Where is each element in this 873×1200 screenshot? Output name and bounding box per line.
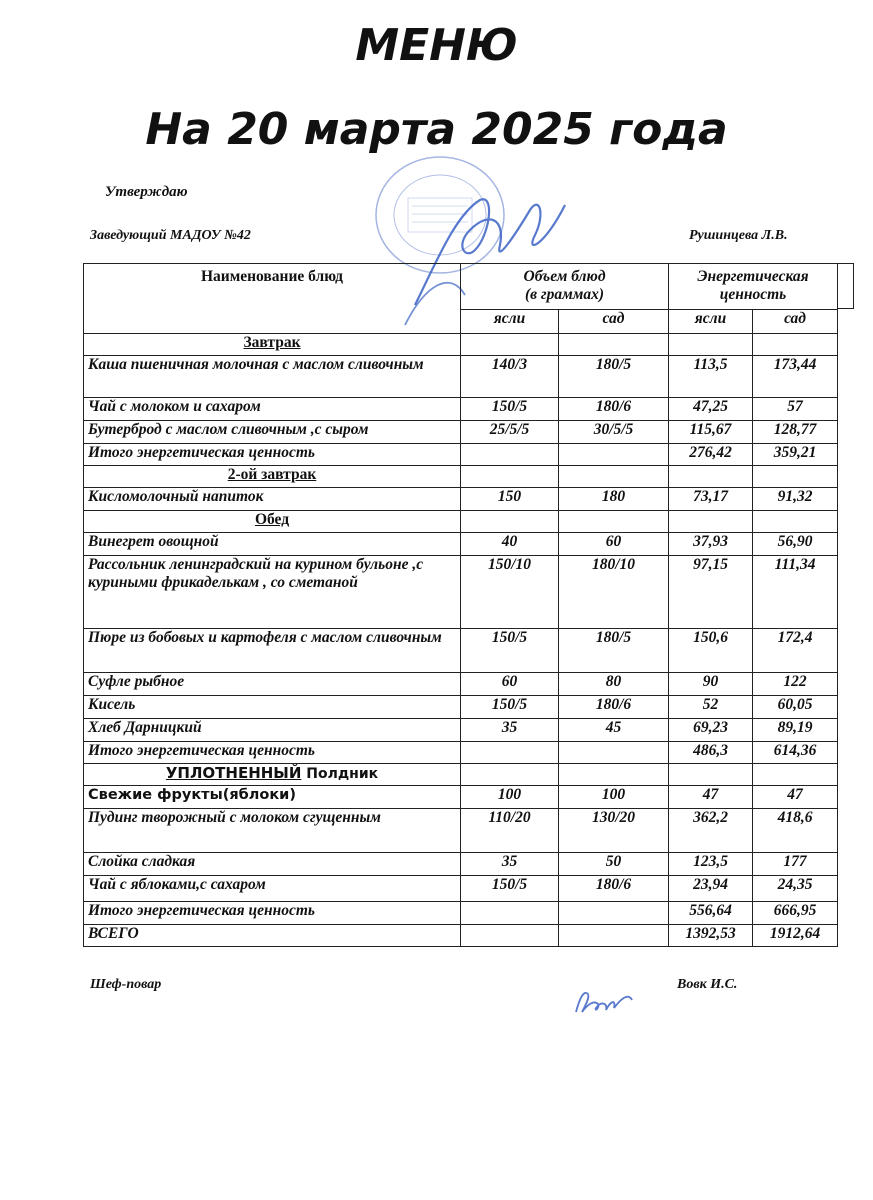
section-snack-bold: УПЛОТНЕННЫЙ [165,764,302,782]
energy-garden: 666,95 [753,902,838,925]
volume-nursery: 100 [461,786,559,809]
energy-garden: 60,05 [753,696,838,719]
document-date: На 20 марта 2025 года [145,104,728,155]
energy-nursery: 1392,53 [669,925,753,947]
energy-nursery: 47,25 [669,398,753,421]
section-row [84,511,838,533]
energy-garden: 56,90 [753,533,838,556]
dish-name: Кисломолочный напиток [84,488,461,511]
volume-nursery: 150 [461,488,559,511]
section-row [84,334,838,356]
dish-name: Каша пшеничная молочная с маслом сливочным [84,356,461,398]
energy-nursery: 73,17 [669,488,753,511]
energy-garden: 24,35 [753,876,838,902]
table-row [84,719,838,742]
volume-garden: 60 [559,533,669,556]
col-volume-label: Объем блюд [523,268,606,285]
energy-garden: 111,34 [753,556,838,629]
dish-name: Хлеб Дарницкий [84,719,461,742]
energy-garden: 177 [753,853,838,876]
table-row [84,533,838,556]
dish-name: Суфле рыбное [84,673,461,696]
sub-energy-nursery: ясли [669,310,753,334]
volume-garden: 50 [559,853,669,876]
energy-nursery: 362,2 [669,809,753,853]
volume-nursery: 150/5 [461,398,559,421]
subtotal-label: Итого энергетическая ценность [84,902,461,925]
energy-garden: 173,44 [753,356,838,398]
subtotal-label: Итого энергетическая ценность [84,742,461,764]
volume-nursery: 35 [461,853,559,876]
volume-nursery: 35 [461,719,559,742]
dish-name: Слойка сладкая [84,853,461,876]
col-volume-unit: (в граммах) [524,286,605,303]
section-row [84,764,838,786]
volume-garden: 180/6 [559,696,669,719]
menu-table [83,263,838,947]
energy-garden: 1912,64 [753,925,838,947]
chef-name: Вовк И.С. [677,977,738,992]
section-lunch: Обед [84,511,461,533]
volume-garden: 180/5 [559,356,669,398]
energy-garden: 172,4 [753,629,838,673]
dish-name: Бутерброд с маслом сливочным ,с сыром [84,421,461,444]
sub-volume-nursery: ясли [461,310,559,334]
table-row [84,786,838,809]
sub-volume-garden: сад [559,310,669,334]
volume-nursery: 150/5 [461,696,559,719]
table-row [84,629,838,673]
chef-signature [570,982,650,1022]
dish-name: Винегрет овощной [84,533,461,556]
table-row [84,809,838,853]
dish-name: Кисель [84,696,461,719]
volume-garden: 30/5/5 [559,421,669,444]
volume-nursery: 110/20 [461,809,559,853]
volume-nursery: 150/5 [461,876,559,902]
volume-garden: 80 [559,673,669,696]
subtotal-row [84,444,838,466]
volume-garden: 45 [559,719,669,742]
volume-nursery: 150/10 [461,556,559,629]
energy-nursery: 97,15 [669,556,753,629]
section-row [84,466,838,488]
total-label: ВСЕГО [84,925,461,947]
energy-garden: 89,19 [753,719,838,742]
volume-nursery: 150/5 [461,629,559,673]
head-position: Заведующий МАДОУ №42 [90,228,251,243]
energy-garden: 359,21 [753,444,838,466]
volume-nursery: 25/5/5 [461,421,559,444]
energy-nursery: 113,5 [669,356,753,398]
subtotal-row [84,742,838,764]
volume-garden: 100 [559,786,669,809]
dish-name: Чай с молоком и сахаром [84,398,461,421]
section-breakfast: Завтрак [84,334,461,356]
table-row [84,556,838,629]
dish-name: Пюре из бобовых и картофеля с маслом сливочным [84,629,461,673]
energy-garden: 614,36 [753,742,838,764]
energy-garden: 122 [753,673,838,696]
section-snack-rest: Полдник [301,766,379,782]
energy-nursery: 37,93 [669,533,753,556]
energy-garden: 57 [753,398,838,421]
energy-garden: 418,6 [753,809,838,853]
dish-name: Рассольник ленинградский на курином бульоне ,с куриными фрикаделькам , со сметаной [84,556,461,629]
section-snack [84,764,461,786]
energy-nursery: 69,23 [669,719,753,742]
dish-name: Пудинг творожный с молоком сгущенным [84,809,461,853]
energy-nursery: 123,5 [669,853,753,876]
header-extra-cell [837,263,854,309]
document-title: МЕНЮ [355,20,518,71]
energy-nursery: 556,64 [669,902,753,925]
energy-nursery: 150,6 [669,629,753,673]
table-row [84,398,838,421]
total-row [84,925,838,947]
volume-garden: 180/6 [559,398,669,421]
energy-nursery: 47 [669,786,753,809]
head-name: Рушинцева Л.В. [689,228,788,243]
volume-nursery: 40 [461,533,559,556]
table-row [84,356,838,398]
subtotal-row [84,902,838,925]
col-energy-label2: ценность [719,286,787,303]
energy-nursery: 23,94 [669,876,753,902]
col-energy-label: Энергетическая [697,268,809,285]
volume-garden: 180 [559,488,669,511]
sub-energy-garden: сад [753,310,838,334]
table-row [84,421,838,444]
dish-name: Чай с яблоками,с сахаром [84,876,461,902]
energy-nursery: 52 [669,696,753,719]
section-second-breakfast: 2-ой завтрак [84,466,461,488]
volume-nursery: 140/3 [461,356,559,398]
energy-nursery: 276,42 [669,444,753,466]
table-row [84,876,838,902]
volume-nursery: 60 [461,673,559,696]
volume-garden: 180/5 [559,629,669,673]
approve-label: Утверждаю [105,184,188,200]
subtotal-label: Итого энергетическая ценность [84,444,461,466]
table-row [84,696,838,719]
dish-name: Свежие фрукты(яблоки) [84,786,461,809]
energy-garden: 128,77 [753,421,838,444]
table-row [84,853,838,876]
col-volume-header [461,264,669,310]
energy-garden: 91,32 [753,488,838,511]
energy-garden: 47 [753,786,838,809]
header-row [84,264,838,310]
table-row [84,488,838,511]
col-name-header: Наименование блюд [84,264,461,334]
chef-position: Шеф-повар [90,977,162,992]
volume-garden: 180/6 [559,876,669,902]
volume-garden: 130/20 [559,809,669,853]
energy-nursery: 486,3 [669,742,753,764]
table-row [84,673,838,696]
col-energy-header [669,264,838,310]
volume-garden: 180/10 [559,556,669,629]
energy-nursery: 115,67 [669,421,753,444]
energy-nursery: 90 [669,673,753,696]
